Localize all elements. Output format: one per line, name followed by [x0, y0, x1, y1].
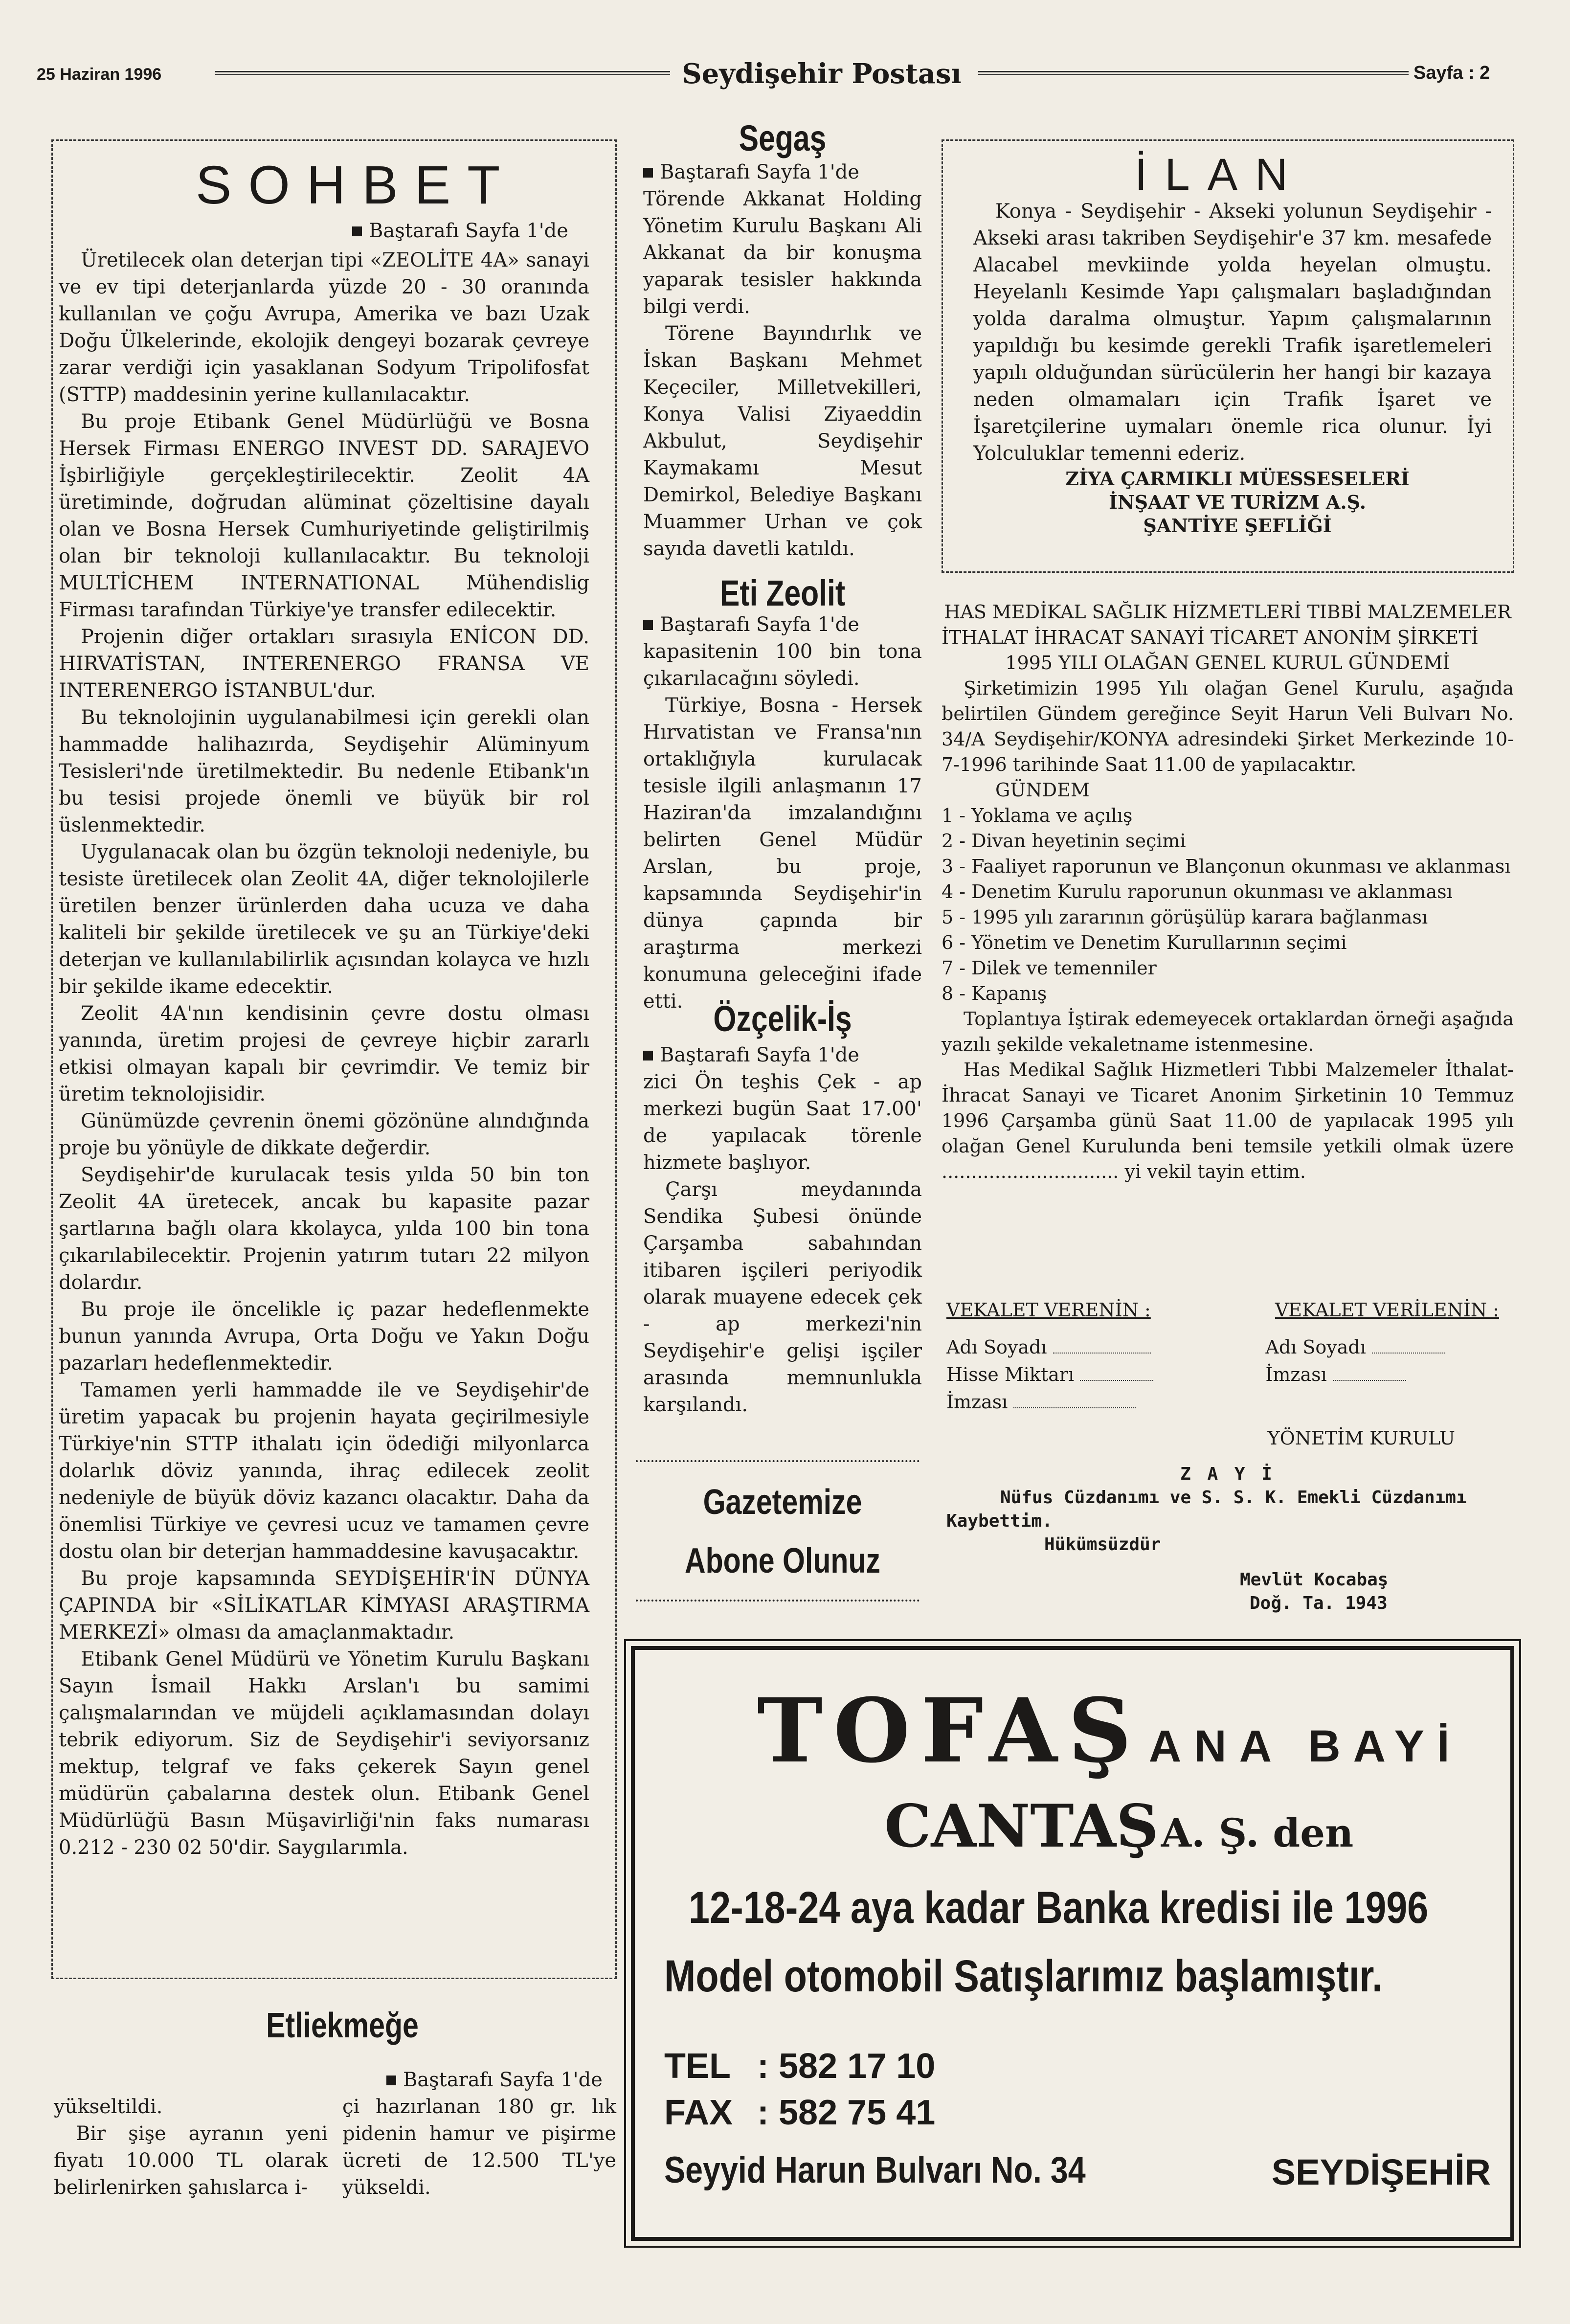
ilan-text: Konya - Seydişehir - Akseki yolunun Seydişehir - Akseki arası takriben Seydişehir'e 37 km. mesafede Alacabel mevkiinde yolda heyelan olmuştu. Heyelanlı Kesimde Yapı çalışmaları başladığından yolda daralma olmuştur. Yapım çalışmalarının yapıldığı bu kesimde gerekli Trafik işaretlemeleri yapılı olduğundan sürücülerin her hangi bir kazaya neden olmamaları için Trafik İşaret ve İşaretçilerine uymaları önemle rica olunur. İyi Yolculuklar temenni ederiz.: [973, 200, 1492, 465]
sohbet-para: Günümüzde çevrenin önemi gözönüne alındığında proje bu yönüyle de dikkate değerdir.: [59, 1110, 589, 1159]
sohbet-title: SOHBET: [196, 155, 517, 215]
bullet-icon: [643, 1051, 653, 1060]
hasmedikal-vekalet: Has Medikal Sağlık Hizmetleri Tıbbi Malzemeler İthalat-İhracat Sanayi ve Ticaret Anonim Şirketinin 10 Temmuz 1996 Çarşamba günü Saat 11.00 de yapılacak 1995 yılı olağan Genel Kurulunda beni temsile yetkili olmak üzere .............................. yi vekil tayin ettim.: [942, 1059, 1514, 1182]
vekalet-veren-label: VEKALET VERENİN :: [946, 1299, 1151, 1321]
hasmedikal-title2: İTHALAT İHRACAT SANAYİ TİCARET ANONİM ŞİRKETİ: [942, 627, 1479, 648]
gundem-item: 1 - Yoklama ve açılış: [942, 805, 1133, 826]
vekalet-form: [946, 1296, 1509, 1452]
tel-label: TEL: [664, 2047, 731, 2086]
tofas-model-line: Model otomobil Satışlarımız başlamıştır.: [664, 1951, 1383, 2001]
segas-title: Segaş: [739, 118, 827, 158]
tofas-brand: TOFAŞ: [757, 1679, 1143, 1782]
hasmedikal-block: [942, 599, 1514, 1184]
gundem-list: [942, 803, 1514, 1006]
sohbet-para: Etibank Genel Müdürü ve Yönetim Kurulu Başkanı Sayın İsmail Hakkı Arslan'ı bu samimi çalışmalarından ve müjdeli açıklamasından dolayı tebrik ediyorum. Siz de Seydişehir'i seviyorsanız mektup, telgraf ve faks çekerek Sayın genel müdürün çabalarına destek olun. Etibank Genel Müdürlüğü Basın Müşavirliği'nin faks numarası 0.212 - 230 02 50'dir. Saygılarımla.: [59, 1648, 589, 1859]
bullet-icon: [643, 620, 653, 630]
sohbet-cont: Baştarafı Sayfa 1'de: [352, 218, 568, 245]
tofas-city: SEYDİŞEHİR: [1271, 2152, 1491, 2192]
adi-label: Adı Soyadı: [946, 1336, 1047, 1358]
zayi-block: [946, 1463, 1509, 1615]
sohbet-para: Uygulanacak olan bu özgün teknoloji nedeniyle, bu tesiste üretilecek olan Zeolit 4A, diğer teknolojilerle üretilen benzer ürünlerden daha ucuza ve daha kaliteli bir şekilde üretilecek ve şu an Türkiye'deki deterjan ve kullanılabilirlik açısından kolayca ve hızlı bir şekilde ikame edecektir.: [59, 841, 589, 998]
gundem-item: 6 - Yönetim ve Denetim Kurullarının seçimi: [942, 932, 1347, 953]
imza-label: İmzası: [946, 1391, 1008, 1413]
cantas-row: [884, 1792, 1353, 1861]
tofas-anabayi: ANA BAYİ: [1148, 1721, 1462, 1771]
etliekmege-title: Etliekmeğe: [266, 2006, 419, 2045]
zayi-dob: Doğ. Ta. 1943: [1250, 1593, 1388, 1613]
zayi-name: Mevlüt Kocabaş: [1240, 1570, 1389, 1590]
sohbet-body: [59, 247, 589, 1861]
zayi-text: Nüfus Cüzdanımı ve S. S. K. Emekli Cüzdanımı Kaybettim.: [946, 1488, 1467, 1531]
sohbet-para: Bu proje Etibank Genel Müdürlüğü ve Bosna Hersek Firması ENERGO INVEST DD. SARAJEVO İşbirliğiyle gerçekleştirilecektir. Zeolit 4A üretiminde, doğrudan alüminat çözeltisine dayalı olan ve Bosna Hersek Cumhuriyetinde geliştirilmiş olan bir teknoloji kullanılacaktır. Bu teknoloji MULTİCHEM INTERNATIONAL Mühendislig Firması tarafından Türkiye'ye transfer edilecektir.: [59, 410, 589, 621]
gundem-label: GÜNDEM: [995, 779, 1090, 801]
etliekmege-right: çi hazırlanan 180 gr. lık pidenin hamur ve pişirme ücreti de 12.500 TL'ye yükseldi.: [342, 2096, 616, 2199]
imza2-field[interactable]: [1333, 1380, 1406, 1381]
etliekmege-cont: Baştarafı Sayfa 1'de: [386, 2067, 603, 2094]
gundem-item: 4 - Denetim Kurulu raporunun okunması ve aklanması: [942, 881, 1453, 903]
tofas-ad: [631, 1646, 1514, 2241]
adi-field[interactable]: [1053, 1353, 1151, 1354]
tofas-brand-row: [757, 1679, 1462, 1782]
etizeolit-body: Baştarafı Sayfa 1'de kapasitenin 100 bin tona çıkarılacağını söyledi. Türkiye, Bosna - Hersek Hırvatistan ve Fransa'nın ortaklığıyla kurulacak tesisle ilgili anlaşmanın 17 Haziran'da imzalandığını belirten Genel Müdür Arslan, bu proje, kapsamında Seydişehir'in dünya çapında bir araştırma merkezi konumuna geleceğini ifade etti.: [643, 613, 922, 1013]
header-paper-title: Seydişehir Postası: [682, 58, 962, 90]
ozcelik-title: Özçelik-İş: [713, 998, 852, 1039]
sohbet-para: Projenin diğer ortakları sırasıyla ENİCON DD. HIRVATİSTAN, INTERENERGO FRANSA VE INTERENERGO İSTANBUL'dur.: [59, 626, 589, 702]
hisse-field[interactable]: [1080, 1380, 1153, 1381]
sohbet-para: Üretilecek olan deterjan tipi «ZEOLİTE 4A» sanayi ve ev tipi deterjanlarda yüzde 20 - 30 oranında kullanılan ve çoğu Avrupa, Amerika ve bazı Uzak Doğu Ülkelerinde, ekolojik dengeyi bozarak çevreye zarar verdiği için yasaklanan Sodyum Tripolifosfat (STTP) maddesinin yerine kullanılacaktır.: [59, 249, 589, 406]
adi2-label: Adı Soyadı: [1265, 1336, 1366, 1358]
sohbet-para: Tamamen yerli hammadde ile ve Seydişehir'de üretim yapacak bu projenin hayata geçirilmesiyle Türkiye'nin STTP ithalatı için ödediği milyonlarca dolarlık döviz yanında, ihraç edilecek zeolit nedeniyle de büyük döviz kazancı olacaktır. Daha da önemlisi Türkiye ve çevresi ucuz ve tamamen çevre dostu olan bir deterjan hammaddesine kavuşacaktır.: [59, 1379, 589, 1563]
bullet-icon: [643, 168, 653, 178]
hasmedikal-title1: HAS MEDİKAL SAĞLIK HİZMETLERİ TIBBİ MALZEMELER: [944, 601, 1511, 623]
yonetim-kurulu: YÖNETİM KURULU: [1267, 1427, 1455, 1449]
tel-number: : 582 17 10: [757, 2047, 936, 2086]
bullet-icon: [352, 226, 362, 236]
hasmedikal-note: Toplantıya İştirak edemeyecek ortaklardan örneği aşağıda yazılı şekilde vekaletname istenmesine.: [942, 1008, 1514, 1055]
cantas-name: CANTAŞ: [884, 1792, 1159, 1861]
gundem-item: 8 - Kapanış: [942, 983, 1047, 1004]
bullet-icon: [386, 2076, 396, 2085]
etliekmege-left: yükseltildi. Bir şişe ayranın yeni fiyatı 10.000 TL olarak belirlenirken şahıslarca i-: [54, 2096, 328, 2199]
hasmedikal-intro: Şirketimizin 1995 Yılı olağan Genel Kurulu, aşağıda belirtilen Gündem gereğince Seyit Harun Veli Bulvarı No. 34/A Seydişehir/KONYA adresindeki Şirket Merkezinde 10-7-1996 tarihinde Saat 11.00 de yapılacaktır.: [942, 677, 1514, 775]
imza2-label: İmzası: [1265, 1364, 1327, 1385]
tofas-address: Seyyid Harun Bulvarı No. 34: [664, 2149, 1086, 2191]
header-rule-right: [978, 71, 1409, 75]
header-date: 25 Haziran 1996: [37, 65, 162, 84]
hisse-label: Hisse Miktarı: [946, 1364, 1075, 1385]
abone-line2: Abone Olunuz: [684, 1541, 881, 1580]
ozcelik-body: Baştarafı Sayfa 1'de zici Ön teşhis Çek - ap merkezi bugün Saat 17.00' de yapılacak törenle hizmete başlıyor. Çarşı meydanında Sendika Şubesi önünde Çarşamba sabahından itibaren işçileri periyodik olarak muayene edecek çek - ap merkezi'nin Seydişehir'e gelişi işçiler arasında memnunlukla karşılandı.: [643, 1044, 922, 1416]
ilan-signature: ZİYA ÇARMIKLI MÜESSESELERİ İNŞAAT VE TURİZM A.Ş. ŞANTİYE ŞEFLİĞİ: [1065, 468, 1410, 537]
tofas-fax-row: [664, 2093, 935, 2133]
etizeolit-title: Eti Zeolit: [719, 573, 846, 613]
fax-label: FAX: [664, 2093, 733, 2132]
zayi-hukumsuz: Hükümsüzdür: [1044, 1534, 1161, 1555]
cantas-as: A. Ş. den: [1161, 1810, 1354, 1856]
vekalet-verilen-label: VEKALET VERİLENİN :: [1275, 1299, 1499, 1321]
adi2-field[interactable]: [1372, 1353, 1445, 1354]
segas-body: Baştarafı Sayfa 1'de Törende Akkanat Holding Yönetim Kurulu Başkanı Ali Akkanat da bir konuşma yaparak tesisler hakkında bilgi verdi. Törene Bayındırlık ve İskan Başkanı Mehmet Keçeciler, Milletvekilleri, Konya Valisi Ziyaeddin Akbulut, Seydişehir Kaymakamı Mesut Demirkol, Belediye Başkanı Muammer Urhan ve çok sayıda davetli katıldı.: [643, 161, 922, 560]
header-page: Sayfa : 2: [1413, 63, 1490, 83]
abone-rule-bottom: [636, 1600, 920, 1602]
zayi-title: Z A Y İ: [1180, 1464, 1275, 1484]
sohbet-para: Bu proje ile öncelikle iç pazar hedeflenmekte bunun yanında Avrupa, Orta Doğu ve Yakın Doğu pazarları hedeflenmektedir.: [59, 1298, 589, 1375]
gundem-item: 7 - Dilek ve temenniler: [942, 957, 1157, 979]
sohbet-para: Seydişehir'de kurulacak tesis yılda 50 bin ton Zeolit 4A üretecek, ancak bu kapasite pazar şartlarına bağlı olara kkolayca, yılda 100 bin tona çıkarılabilecektir. Projenin yatırım tutarı 22 milyon dolardır.: [59, 1164, 589, 1294]
tofas-tel-row: [664, 2046, 935, 2086]
tofas-credit-line: 12-18-24 aya kadar Banka kredisi ile 1996: [689, 1883, 1429, 1933]
sohbet-para: Bu teknolojinin uygulanabilmesi için gerekli olan hammadde halihazırda, Seydişehir Alüminyum Tesisleri'nde üretilmektedir. Bu nedenle Etibank'ın bu tesisi projede önemli ve büyük bir rol üslenmektedir.: [59, 706, 589, 836]
gundem-item: 3 - Faaliyet raporunun ve Blançonun okunması ve aklanması: [942, 856, 1511, 877]
fax-number: : 582 75 41: [757, 2093, 936, 2132]
sohbet-para: Zeolit 4A'nın kendisinin çevre dostu olması yanında, üretim projesi de çevreye hiçbir zararlı etkisi olmayan kapalı bir çevrimdir. Ve temiz bir üretim teknolojisidir.: [59, 1002, 589, 1106]
gundem-item: 2 - Divan heyetinin seçimi: [942, 830, 1186, 852]
abone-line1: Gazetemize: [703, 1483, 862, 1522]
abone-rule-top: [636, 1460, 920, 1462]
hasmedikal-title3: 1995 YILI OLAĞAN GENEL KURUL GÜNDEMİ: [1005, 652, 1450, 674]
gundem-item: 5 - 1995 yılı zararının görüşülüp karara bağlanması: [942, 906, 1428, 928]
sohbet-para: Bu proje kapsamında SEYDİŞEHİR'İN DÜNYA ÇAPINDA bir «SİLİKATLAR KİMYASI ARAŞTIRMA MERKEZİ» olması da amaçlanmaktadır.: [59, 1567, 589, 1644]
imza-field[interactable]: [1013, 1407, 1136, 1408]
ilan-title: İLAN: [1135, 150, 1305, 200]
header-rule-left: [215, 71, 670, 75]
